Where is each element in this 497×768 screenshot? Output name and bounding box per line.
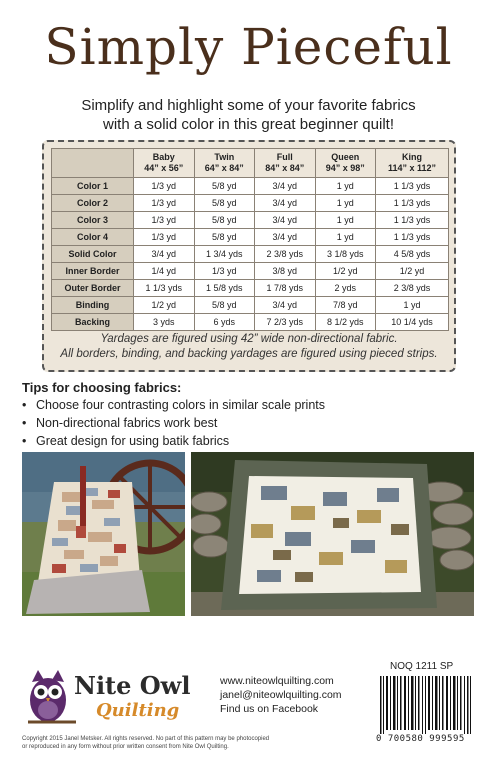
- table-cell: 1 3/4 yds: [194, 246, 255, 263]
- table-cell: 2 3/8 yds: [376, 280, 449, 297]
- column-header-full: Full 84” x 84”: [255, 149, 316, 178]
- table-cell: 1/3 yd: [194, 263, 255, 280]
- table-cell: 7 2/3 yds: [255, 314, 316, 331]
- table-cell: 1/2 yd: [315, 263, 376, 280]
- table-row: [52, 195, 449, 212]
- barcode-icon: [378, 676, 474, 734]
- table-cell: 5/8 yd: [194, 229, 255, 246]
- table-row: [52, 314, 449, 331]
- table-cell: 1 yd: [376, 297, 449, 314]
- row-label: Color 2: [52, 195, 134, 212]
- quilt-photo-stone-wall: [191, 452, 474, 616]
- table-row: [52, 297, 449, 314]
- table-cell: 3/4 yd: [255, 178, 316, 195]
- yardage-panel: [42, 140, 456, 372]
- logo-text-quilting: Quilting: [96, 700, 180, 721]
- table-cell: 1/3 yd: [134, 178, 195, 195]
- table-cell: 3/4 yd: [255, 229, 316, 246]
- table-cell: 7/8 yd: [315, 297, 376, 314]
- pattern-subtitle: [20, 96, 477, 134]
- table-cell: 3/4 yd: [134, 246, 195, 263]
- column-header-twin: Twin 64” x 84”: [194, 149, 255, 178]
- note-line-1: Yardages are figured using 42” wide non-directional fabric.: [100, 333, 398, 345]
- contact-info: [220, 674, 342, 716]
- table-cell: 1 yd: [315, 212, 376, 229]
- barcode-number: 0 700580 999595: [376, 734, 465, 744]
- tips-heading: Tips for choosing fabrics:: [22, 380, 182, 395]
- yardage-table: [51, 148, 449, 331]
- table-cell: 1/3 yd: [134, 229, 195, 246]
- table-cell: 1/4 yd: [134, 263, 195, 280]
- table-cell: 1 7/8 yds: [255, 280, 316, 297]
- table-cell: 1 5/8 yds: [194, 280, 255, 297]
- email-link[interactable]: janel@niteowlquilting.com: [220, 689, 342, 701]
- row-label: Inner Border: [52, 263, 134, 280]
- table-cell: 3/4 yd: [255, 212, 316, 229]
- row-label: Backing: [52, 314, 134, 331]
- subtitle-line-2: with a solid color in this great beginner quilt!: [103, 116, 394, 133]
- tip-item: • Non-directional fabrics work best: [22, 414, 325, 432]
- copyright-notice: [22, 735, 372, 751]
- table-cell: 1/2 yd: [134, 297, 195, 314]
- table-row: [52, 229, 449, 246]
- column-header-queen: Queen 94” x 98”: [315, 149, 376, 178]
- quilt-photo-wagon: [22, 452, 185, 616]
- table-cell: 3 yds: [134, 314, 195, 331]
- table-cell: 5/8 yd: [194, 178, 255, 195]
- yardage-note: [44, 332, 454, 362]
- table-cell: 5/8 yd: [194, 212, 255, 229]
- column-header-baby: Baby 44” x 56”: [134, 149, 195, 178]
- table-row: [52, 263, 449, 280]
- table-cell: 1 yd: [315, 195, 376, 212]
- row-label: Color 3: [52, 212, 134, 229]
- logo-text-nite-owl: Nite Owl: [74, 671, 191, 700]
- table-cell: 4 5/8 yds: [376, 246, 449, 263]
- nite-owl-logo: [26, 664, 206, 726]
- copyright-line-1: Copyright 2015 Janel Metsker. All rights reserved. No part of this pattern may be photocopied: [22, 736, 270, 742]
- website-link[interactable]: www.niteowlquilting.com: [220, 675, 334, 687]
- table-row: [52, 178, 449, 195]
- table-cell: 3/4 yd: [255, 195, 316, 212]
- table-cell: 10 1/4 yds: [376, 314, 449, 331]
- tip-item: • Great design for using batik fabrics: [22, 432, 325, 450]
- owl-icon: [28, 670, 76, 722]
- pattern-title: Simply Pieceful: [44, 18, 453, 76]
- facebook-link[interactable]: Find us on Facebook: [220, 703, 319, 715]
- table-cell: 1 yd: [315, 178, 376, 195]
- table-cell: 2 yds: [315, 280, 376, 297]
- table-cell: 1 1/3 yds: [376, 212, 449, 229]
- table-cell: 3/8 yd: [255, 263, 316, 280]
- table-corner-cell: [52, 149, 134, 178]
- row-label: Outer Border: [52, 280, 134, 297]
- table-cell: 1 1/3 yds: [376, 178, 449, 195]
- row-label: Solid Color: [52, 246, 134, 263]
- tips-list: [22, 396, 325, 450]
- note-line-2: All borders, binding, and backing yardages are figured using pieced strips.: [60, 348, 438, 360]
- row-label: Binding: [52, 297, 134, 314]
- product-code: NOQ 1211 SP: [390, 661, 454, 672]
- table-cell: 5/8 yd: [194, 297, 255, 314]
- subtitle-line-1: Simplify and highlight some of your favorite fabrics: [81, 97, 416, 114]
- table-row: [52, 246, 449, 263]
- table-cell: 8 1/2 yds: [315, 314, 376, 331]
- table-cell: 5/8 yd: [194, 195, 255, 212]
- table-cell: 1/3 yd: [134, 212, 195, 229]
- row-label: Color 1: [52, 178, 134, 195]
- tip-item: • Choose four contrasting colors in similar scale prints: [22, 396, 325, 414]
- table-cell: 1 1/3 yds: [134, 280, 195, 297]
- table-cell: 2 3/8 yds: [255, 246, 316, 263]
- table-cell: 1 1/3 yds: [376, 229, 449, 246]
- table-cell: 6 yds: [194, 314, 255, 331]
- table-cell: 1/3 yd: [134, 195, 195, 212]
- table-cell: 1/2 yd: [376, 263, 449, 280]
- table-cell: 1 1/3 yds: [376, 195, 449, 212]
- table-row: [52, 212, 449, 229]
- table-row: [52, 280, 449, 297]
- column-header-king: King 114” x 112”: [376, 149, 449, 178]
- copyright-line-2: or reproduced in any form without prior written consent from Nite Owl Quilting.: [22, 744, 229, 750]
- table-cell: 3/4 yd: [255, 297, 316, 314]
- table-cell: 3 1/8 yds: [315, 246, 376, 263]
- table-header-row: [52, 149, 449, 178]
- row-label: Color 4: [52, 229, 134, 246]
- table-cell: 1 yd: [315, 229, 376, 246]
